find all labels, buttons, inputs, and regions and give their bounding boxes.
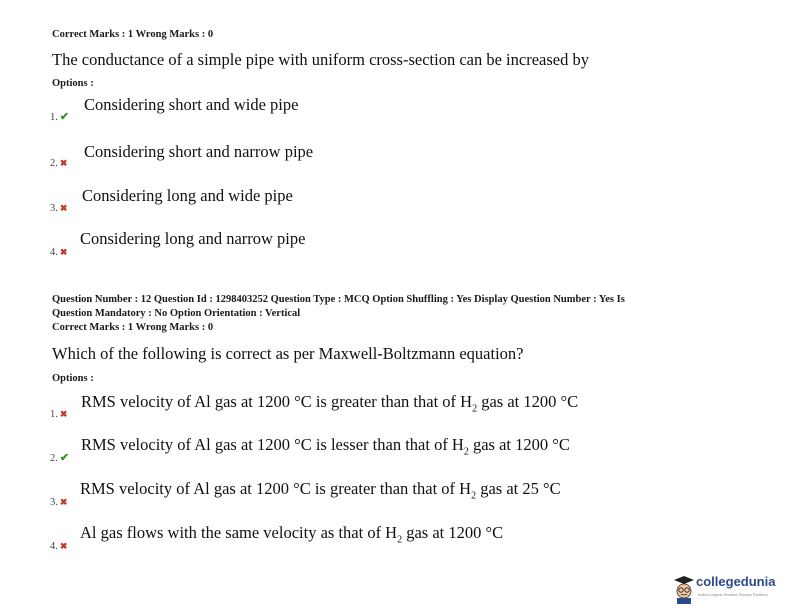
q11-options-label: Options : xyxy=(52,78,94,89)
q11-option-4-marker xyxy=(50,242,67,260)
q12-option-4-text: Al gas flows with the same velocity as that of $H_2$ gas at 1200 °C xyxy=(80,523,504,546)
q12-option-2-marker xyxy=(50,448,69,466)
q12-marks: Correct Marks : 1 Wrong Marks : 0 xyxy=(52,322,214,333)
q11-option-3-text: Considering long and wide pipe xyxy=(82,186,293,205)
option-number: 4. xyxy=(50,541,58,552)
option-number: 3. xyxy=(50,497,58,508)
option-number: 2. xyxy=(50,453,58,464)
option-number: 3. xyxy=(50,203,58,214)
q12-meta-line-2: Question Mandatory : No Option Orientation : Vertical xyxy=(52,308,301,319)
q12-meta-line-1: Question Number : 12 Question Id : 1298403252 Question Type : MCQ Option Shuffling : Yes Display Question Number : Yes Is xyxy=(52,294,625,305)
collegedunia-logo xyxy=(672,572,790,606)
q11-option-2-text: Considering short and narrow pipe xyxy=(84,142,314,161)
cross-icon: ✖ xyxy=(59,203,68,213)
q11-option-1-marker xyxy=(50,107,69,125)
q12-option-1-marker xyxy=(50,404,67,422)
cross-icon: ✖ xyxy=(59,497,68,507)
option-number: 4. xyxy=(50,247,58,258)
q11-marks: Correct Marks : 1 Wrong Marks : 0 xyxy=(52,29,214,40)
mascot-icon xyxy=(672,574,696,604)
q11-option-4-text: Considering long and narrow pipe xyxy=(80,229,306,248)
q12-option-2-text: RMS velocity of Al gas at 1200 °C is lesser than that of $H_2$ gas at 1200 °C xyxy=(81,435,570,458)
option-number: 2. xyxy=(50,158,58,169)
q11-question-text: The conductance of a simple pipe with uniform cross-section can be increased by xyxy=(52,50,589,69)
cross-icon: ✖ xyxy=(59,541,68,551)
q11-option-1-text: Considering short and wide pipe xyxy=(84,95,299,114)
q12-option-4-marker xyxy=(50,536,67,554)
cross-icon: ✖ xyxy=(59,158,68,168)
q12-question-text: Which of the following is correct as per Maxwell-Boltzmann equation? xyxy=(52,344,524,363)
logo-tagline: India's largest Student Review Platform xyxy=(698,592,768,597)
q12-option-3-text: RMS velocity of Al gas at 1200 °C is greater than that of $H_2$ gas at 25 °C xyxy=(80,479,561,502)
check-icon: ✔ xyxy=(59,111,70,123)
cross-icon: ✖ xyxy=(59,247,68,257)
q12-option-3-marker xyxy=(50,492,67,510)
logo-name: collegedunia xyxy=(696,574,776,589)
q12-options-label: Options : xyxy=(52,373,94,384)
option-number: 1. xyxy=(50,409,58,420)
check-icon: ✔ xyxy=(59,452,70,464)
option-number: 1. xyxy=(50,112,58,123)
q11-option-3-marker xyxy=(50,198,67,216)
q11-option-2-marker xyxy=(50,153,67,171)
q12-option-1-text: RMS velocity of Al gas at 1200 °C is greater than that of $H_2$ gas at 1200 °C xyxy=(81,392,579,415)
cross-icon: ✖ xyxy=(59,409,68,419)
